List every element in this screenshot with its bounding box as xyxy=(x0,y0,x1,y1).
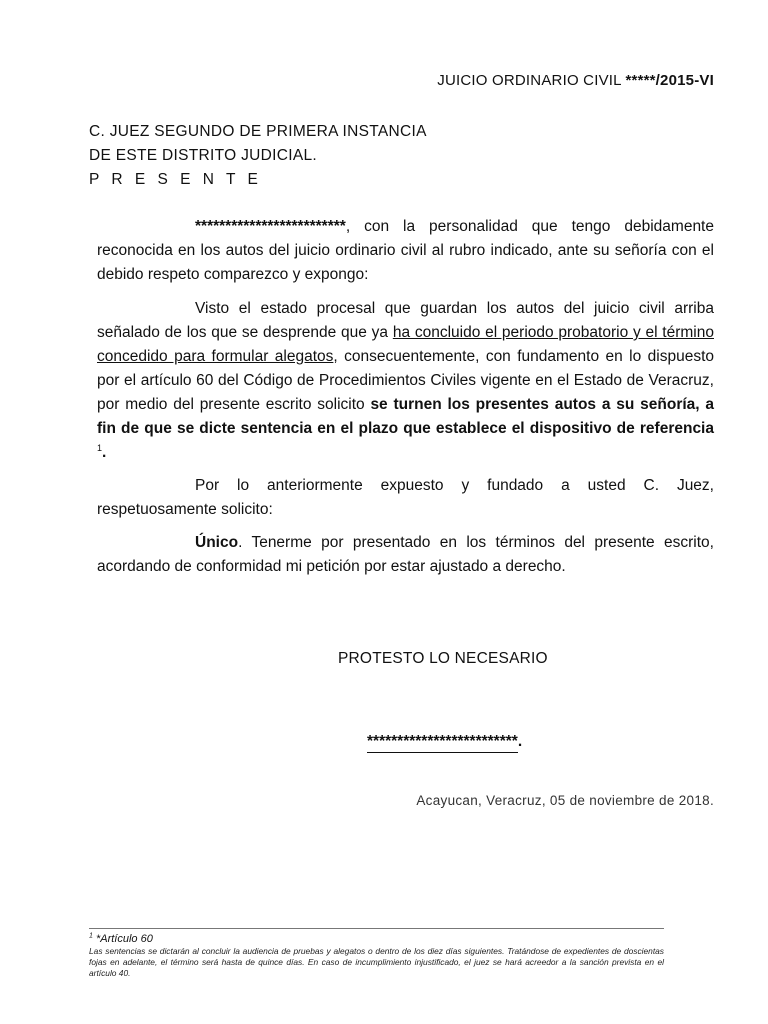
bold-request: se turnen los presentes autos a su señoría, a fin de que se dicte sentencia en el plazo que establece el dispositivo de referencia xyxy=(97,396,714,437)
footnote-mark: 1 xyxy=(89,932,93,940)
footnote-title-text: *Artículo 60 xyxy=(92,933,153,945)
addressee-block xyxy=(89,120,427,192)
paragraph-2-text-b: , consecuentemente, con fundamento en lo dispuesto por el artículo 60 del Código de Procedimientos Civiles vigente en el Estado de Veracruz, por medio del presente escrito solicito xyxy=(97,348,714,413)
footnote-title xyxy=(89,933,664,945)
paragraph-1 xyxy=(97,215,714,287)
addressee-line-1: C. JUEZ SEGUNDO DE PRIMERA INSTANCIA xyxy=(89,123,427,140)
paragraph-4-text: . Tenerme por presentado en los términos del presente escrito, acordando de conformidad mi petición por estar ajustado a derecho. xyxy=(97,534,714,575)
paragraph-4 xyxy=(97,531,714,579)
signature-line xyxy=(367,733,522,753)
paragraph-3: Por lo anteriormente expuesto y fundado a usted C. Juez, respetuosamente solicito: xyxy=(97,477,714,518)
paragraph-2-end: . xyxy=(102,444,107,461)
signature-end: . xyxy=(517,733,523,750)
addressee-line-2: DE ESTE DISTRITO JUDICIAL. xyxy=(89,147,317,164)
paragraph-1-text: , con la personalidad que tengo debidamente reconocida en los autos del juicio ordinario civil al rubro indicado, ante su señoría con el debido respeto comparezco y expongo: xyxy=(97,218,714,283)
footnote-reference: 1 xyxy=(97,442,103,453)
place-and-date: Acayucan, Veracruz, 05 de noviembre de 2018. xyxy=(416,793,714,808)
petitioner-name: ************************* xyxy=(195,218,346,235)
footnote xyxy=(89,928,664,979)
case-reference-prefix: JUICIO ORDINARIO CIVIL xyxy=(437,72,626,89)
document-body xyxy=(97,215,714,588)
case-number: *****/2015-VI xyxy=(625,72,714,89)
addressee-line-3: P R E S E N T E xyxy=(89,171,262,188)
signature-name: ************************* xyxy=(367,733,518,753)
footnote-text: Las sentencias se dictarán al concluir la audiencia de pruebas y alegatos o dentro de los diez días siguientes. Tratándose de expedientes de doscientas fojas en adelante, el término será hasta de quince días. En caso de incumplimiento injustificado, el juez se hará acreedor a la sanción prevista en el artículo 40. xyxy=(89,946,664,978)
case-reference xyxy=(437,72,714,89)
protesto-line: PROTESTO LO NECESARIO xyxy=(338,650,548,667)
paragraph-2 xyxy=(97,297,714,465)
underlined-phrase: ha concluido el periodo probatorio y el término concedido para formular alegatos xyxy=(97,324,714,365)
paragraph-2-text-a: Visto el estado procesal que guardan los autos del juicio civil arriba señalado de los que se desprende que ya xyxy=(97,300,714,341)
unico-heading: Único xyxy=(195,534,239,551)
